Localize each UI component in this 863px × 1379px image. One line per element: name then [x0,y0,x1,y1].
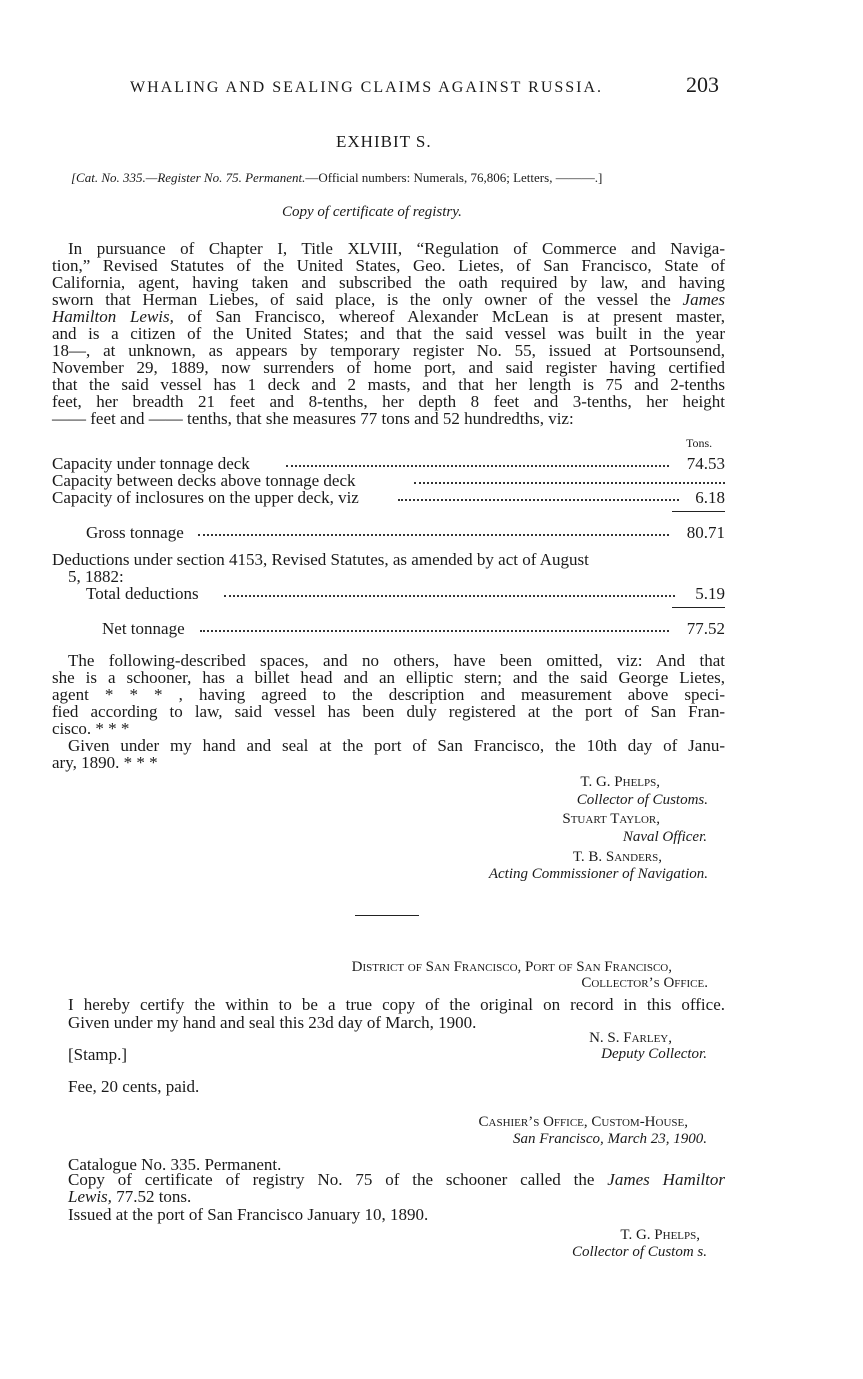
deputy-signer-name: N. S. Farley, [589,1030,672,1046]
vessel-name: James [682,290,726,309]
subtitle: Copy of certificate of registry. [282,204,462,220]
omitted-line: ary, 1890. * * * [52,753,158,772]
body-line: California, agent, having taken and subscribed the oath required by law, and having [52,273,725,292]
signature-name: Stuart Taylor, [562,811,660,827]
cashier-place-date: San Francisco, March 23, 1900. [512,1131,707,1147]
net-tonnage-label: Net tonnage [102,619,185,638]
omitted-line: she is a schooner, has a billet head and an elliptic stern; and the said George Lietes, [52,668,725,687]
omitted-line: fied according to law, said vessel has been duly registered at the port of San Fran- [52,702,725,721]
copy-line [68,1188,191,1205]
catalog-note-register: [Cat. No. 335.—Register No. 75. [71,170,242,185]
omitted-line: cisco. * * * [52,719,130,738]
vessel-name: Lewis, [68,1187,112,1206]
certification-line: Given under my hand and seal this 23d day of March, 1900. [68,1013,477,1032]
body-line: that the said vessel has 1 deck and 2 masts, and that her length is 75 and 2-tenths [52,375,725,394]
body-line: In pursuance of Chapter I, Title XLVIII, “Regulation of Commerce and Naviga- [68,239,725,258]
cashier-office: Cashier’s Office, Custom-House, [478,1114,688,1130]
tonnage-row-value: 74.53 [686,454,725,473]
fee-note: Fee, 20 cents, paid. [68,1077,200,1096]
deputy-signer-title: Deputy Collector. [601,1046,707,1062]
body-line-text: of San Francisco, whereof Alexander McLean is at present master, [187,307,725,326]
omitted-line: The following-described spaces, and no others, have been omitted, viz: And that [68,651,725,670]
body-line: —— feet and —— tenths, that she measures 77 tons and 52 hundredths, viz: [52,409,574,428]
subtotal-rule [672,511,725,512]
copy-line-text: Copy of certificate of registry No. 75 of the schooner called the [68,1170,595,1189]
gross-tonnage-value: 80.71 [686,523,725,542]
tons-column-header: Tons. [686,436,713,450]
total-deductions-row [86,585,725,602]
gross-tonnage-row [86,524,725,541]
tonnage-row [52,489,725,506]
certification-line: I hereby certify the within to be a true copy of the original on record in this office. [68,995,725,1014]
omitted-line: Given under my hand and seal at the port of San Francisco, the 10th day of Janu- [68,736,725,755]
tonnage-row-value: 6.18 [695,488,725,507]
body-line: feet, her breadth 21 feet and 8-tenths, her depth 8 feet and 3-tenths, her height [52,392,725,411]
signature-name: T. G. Phelps, [580,774,660,790]
net-tonnage-row [102,620,725,637]
net-rule [672,607,725,608]
tonnage-row [52,472,725,489]
body-line [52,291,725,308]
exhibit-title: EXHIBIT S. [336,132,432,151]
deductions-heading-cont: 5, 1882: [68,567,124,586]
tonnage-row-label: Capacity between decks above tonnage deck [52,471,356,490]
body-line [52,308,725,325]
vessel-name: James Hamiltor [607,1170,726,1189]
body-line: 18—, at unknown, as appears by temporary register No. 55, issued at Portsounsend, [52,341,725,360]
copy-line-text: 77.52 tons. [116,1187,192,1206]
section-divider [355,915,419,916]
catalogue-line: Catalogue No. 335. Permanent. [68,1155,282,1174]
copy-line [68,1171,725,1188]
body-line-text: sworn that Herman Liebes, of said place, is the only owner of the vessel the [52,290,671,309]
total-deductions-label: Total deductions [86,584,199,603]
running-title: WHALING AND SEALING CLAIMS AGAINST RUSSIA. [130,79,604,96]
body-line: tion,” Revised Statutes of the United States, Geo. Lietes, of San Francisco, State of [52,256,725,275]
cashier-signer-title: Collector of Custom s. [571,1244,707,1260]
signature-title: Collector of Customs. [576,792,708,808]
cashier-signer-name: T. G. Phelps, [620,1227,700,1243]
vessel-name: Hamilton Lewis, [52,307,174,326]
tonnage-row-label: Capacity of inclosures on the upper deck, viz [52,488,359,507]
tonnage-row [52,455,725,472]
issued-line: Issued at the port of San Francisco January 10, 1890. [68,1205,429,1224]
office-heading: Collector’s Office. [581,975,708,991]
omitted-line: agent * * * , having agreed to the description and measurement above speci- [52,685,725,704]
gross-tonnage-label: Gross tonnage [86,523,184,542]
district-heading: District of San Francisco, Port of San Francisco, [351,959,672,975]
body-line: and is a citizen of the United States; and that the said vessel was built in the year [52,324,725,343]
stamp-note: [Stamp.] [68,1045,128,1064]
net-tonnage-value: 77.52 [686,619,725,638]
catalog-note-numbers: —Official numbers: Numerals, 76,806; Letters, ———.] [305,170,603,185]
total-deductions-value: 5.19 [695,584,725,603]
deductions-heading: Deductions under section 4153, Revised Statutes, as amended by act of August [52,550,589,569]
signature-title: Naval Officer. [622,829,707,845]
catalog-note-permanent: Permanent. [245,170,306,185]
page-number: 203 [686,72,719,97]
signature-title: Acting Commissioner of Navigation. [488,866,708,882]
tonnage-row-label: Capacity under tonnage deck [52,454,250,473]
body-line: November 29, 1889, now surrenders of home port, and said register having certified [52,358,725,377]
catalog-note [71,171,602,184]
signature-name: T. B. Sanders, [572,849,662,865]
